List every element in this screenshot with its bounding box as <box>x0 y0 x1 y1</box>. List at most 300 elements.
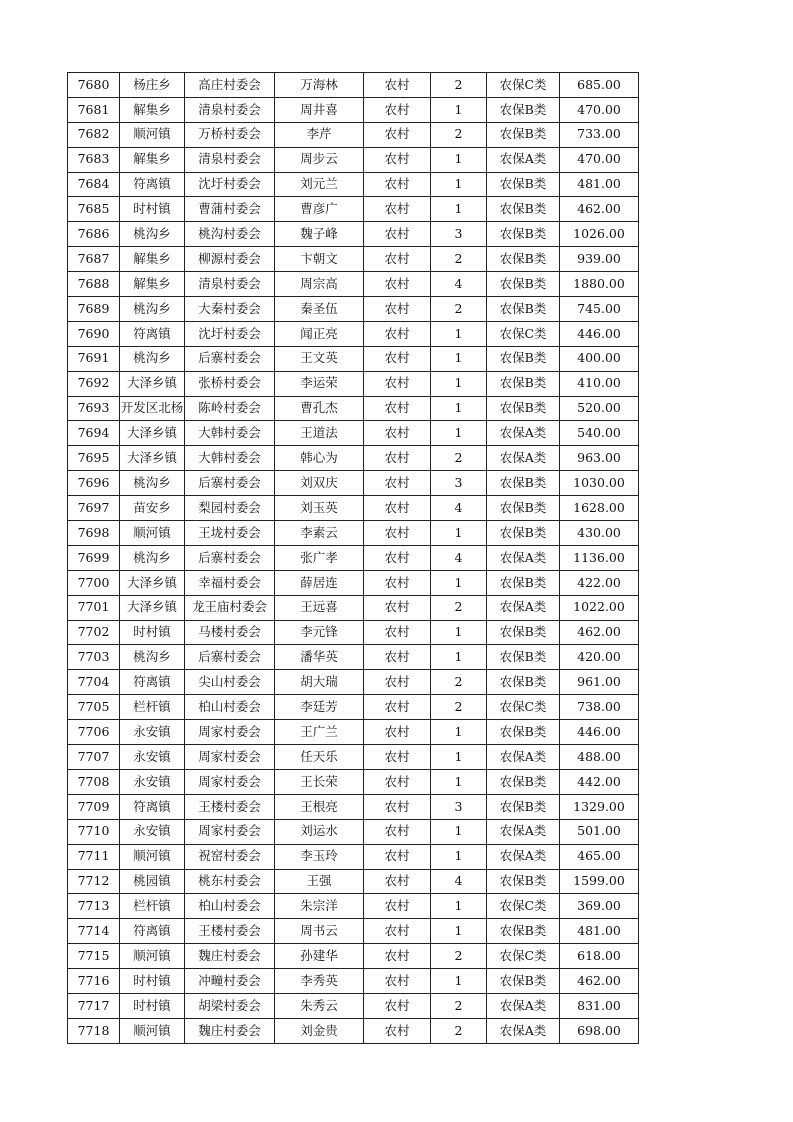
household-type-cell: 农村 <box>364 521 431 546</box>
household-type-cell: 农村 <box>364 197 431 222</box>
record-number-cell: 7681 <box>68 97 120 122</box>
township-cell: 符离镇 <box>120 321 185 346</box>
amount-cell: 1026.00 <box>560 222 639 247</box>
table-row <box>68 197 639 222</box>
name-cell: 刘元兰 <box>275 172 364 197</box>
insurance-category-cell: 农保A类 <box>487 545 560 570</box>
people-count-cell: 2 <box>431 247 487 272</box>
township-cell: 顺河镇 <box>120 944 185 969</box>
amount-cell: 430.00 <box>560 521 639 546</box>
table-row <box>68 819 639 844</box>
household-type-cell: 农村 <box>364 595 431 620</box>
people-count-cell: 1 <box>431 919 487 944</box>
people-count-cell: 1 <box>431 745 487 770</box>
people-count-cell: 2 <box>431 595 487 620</box>
township-cell: 永安镇 <box>120 720 185 745</box>
record-number-cell: 7692 <box>68 371 120 396</box>
name-cell: 李芹 <box>275 122 364 147</box>
record-number-cell: 7688 <box>68 272 120 297</box>
amount-cell: 618.00 <box>560 944 639 969</box>
village-committee-cell: 梨园村委会 <box>185 496 275 521</box>
amount-cell: 462.00 <box>560 969 639 994</box>
household-type-cell: 农村 <box>364 97 431 122</box>
record-number-cell: 7690 <box>68 321 120 346</box>
name-cell: 李玉玲 <box>275 844 364 869</box>
township-cell: 顺河镇 <box>120 521 185 546</box>
name-cell: 秦圣伍 <box>275 297 364 322</box>
village-committee-cell: 张桥村委会 <box>185 371 275 396</box>
amount-cell: 831.00 <box>560 993 639 1018</box>
township-cell: 时村镇 <box>120 197 185 222</box>
township-cell: 大泽乡镇 <box>120 595 185 620</box>
insurance-category-cell: 农保A类 <box>487 844 560 869</box>
village-committee-cell: 冲疃村委会 <box>185 969 275 994</box>
people-count-cell: 1 <box>431 645 487 670</box>
village-committee-cell: 清泉村委会 <box>185 147 275 172</box>
people-count-cell: 2 <box>431 446 487 471</box>
amount-cell: 540.00 <box>560 421 639 446</box>
village-committee-cell: 沈圩村委会 <box>185 172 275 197</box>
amount-cell: 481.00 <box>560 172 639 197</box>
name-cell: 周井喜 <box>275 97 364 122</box>
name-cell: 刘运水 <box>275 819 364 844</box>
village-committee-cell: 陈岭村委会 <box>185 396 275 421</box>
household-type-cell: 农村 <box>364 794 431 819</box>
table-row <box>68 670 639 695</box>
table-row <box>68 73 639 98</box>
township-cell: 顺河镇 <box>120 122 185 147</box>
village-committee-cell: 后寨村委会 <box>185 471 275 496</box>
table-row <box>68 620 639 645</box>
insurance-category-cell: 农保B类 <box>487 794 560 819</box>
name-cell: 李秀英 <box>275 969 364 994</box>
village-committee-cell: 大韩村委会 <box>185 421 275 446</box>
name-cell: 孙建华 <box>275 944 364 969</box>
table-row <box>68 222 639 247</box>
township-cell: 桃沟乡 <box>120 471 185 496</box>
township-cell: 解集乡 <box>120 272 185 297</box>
record-number-cell: 7686 <box>68 222 120 247</box>
table-row <box>68 1018 639 1043</box>
table-body <box>68 73 639 1044</box>
village-committee-cell: 后寨村委会 <box>185 645 275 670</box>
table-row <box>68 844 639 869</box>
amount-cell: 698.00 <box>560 1018 639 1043</box>
table-row <box>68 745 639 770</box>
people-count-cell: 4 <box>431 496 487 521</box>
amount-cell: 462.00 <box>560 620 639 645</box>
amount-cell: 481.00 <box>560 919 639 944</box>
amount-cell: 1030.00 <box>560 471 639 496</box>
table-row <box>68 471 639 496</box>
record-number-cell: 7713 <box>68 894 120 919</box>
township-cell: 杨庄乡 <box>120 73 185 98</box>
table-row <box>68 720 639 745</box>
insurance-category-cell: 农保A类 <box>487 1018 560 1043</box>
people-count-cell: 3 <box>431 222 487 247</box>
household-type-cell: 农村 <box>364 1018 431 1043</box>
village-committee-cell: 柏山村委会 <box>185 695 275 720</box>
record-number-cell: 7714 <box>68 919 120 944</box>
table-row <box>68 993 639 1018</box>
township-cell: 大泽乡镇 <box>120 371 185 396</box>
table-row <box>68 421 639 446</box>
record-number-cell: 7684 <box>68 172 120 197</box>
name-cell: 李素云 <box>275 521 364 546</box>
village-committee-cell: 桃沟村委会 <box>185 222 275 247</box>
insurance-category-cell: 农保B类 <box>487 919 560 944</box>
insurance-category-cell: 农保B类 <box>487 471 560 496</box>
record-number-cell: 7701 <box>68 595 120 620</box>
township-cell: 永安镇 <box>120 769 185 794</box>
people-count-cell: 1 <box>431 769 487 794</box>
township-cell: 符离镇 <box>120 794 185 819</box>
village-committee-cell: 清泉村委会 <box>185 97 275 122</box>
household-type-cell: 农村 <box>364 446 431 471</box>
amount-cell: 685.00 <box>560 73 639 98</box>
village-committee-cell: 周家村委会 <box>185 769 275 794</box>
name-cell: 周步云 <box>275 147 364 172</box>
record-number-cell: 7700 <box>68 570 120 595</box>
insurance-category-cell: 农保A类 <box>487 421 560 446</box>
record-number-cell: 7689 <box>68 297 120 322</box>
insurance-category-cell: 农保B类 <box>487 297 560 322</box>
household-type-cell: 农村 <box>364 73 431 98</box>
table-row <box>68 645 639 670</box>
household-type-cell: 农村 <box>364 471 431 496</box>
record-number-cell: 7699 <box>68 545 120 570</box>
household-type-cell: 农村 <box>364 819 431 844</box>
village-committee-cell: 后寨村委会 <box>185 545 275 570</box>
people-count-cell: 2 <box>431 944 487 969</box>
name-cell: 王广兰 <box>275 720 364 745</box>
people-count-cell: 4 <box>431 869 487 894</box>
table-row <box>68 172 639 197</box>
insurance-category-cell: 农保B类 <box>487 769 560 794</box>
name-cell: 刘金贵 <box>275 1018 364 1043</box>
household-type-cell: 农村 <box>364 297 431 322</box>
table-row <box>68 147 639 172</box>
record-number-cell: 7705 <box>68 695 120 720</box>
household-type-cell: 农村 <box>364 321 431 346</box>
township-cell: 时村镇 <box>120 969 185 994</box>
insurance-category-cell: 农保C类 <box>487 894 560 919</box>
township-cell: 解集乡 <box>120 247 185 272</box>
insurance-category-cell: 农保B类 <box>487 969 560 994</box>
insurance-category-cell: 农保A类 <box>487 595 560 620</box>
township-cell: 顺河镇 <box>120 1018 185 1043</box>
record-number-cell: 7687 <box>68 247 120 272</box>
insurance-category-cell: 农保C类 <box>487 321 560 346</box>
township-cell: 苗安乡 <box>120 496 185 521</box>
table-row <box>68 521 639 546</box>
village-committee-cell: 胡梁村委会 <box>185 993 275 1018</box>
village-committee-cell: 沈圩村委会 <box>185 321 275 346</box>
household-type-cell: 农村 <box>364 396 431 421</box>
township-cell: 顺河镇 <box>120 844 185 869</box>
table-row <box>68 272 639 297</box>
amount-cell: 961.00 <box>560 670 639 695</box>
township-cell: 栏杆镇 <box>120 695 185 720</box>
name-cell: 王根亮 <box>275 794 364 819</box>
township-cell: 永安镇 <box>120 819 185 844</box>
people-count-cell: 1 <box>431 844 487 869</box>
township-cell: 开发区北杨 <box>120 396 185 421</box>
insurance-category-cell: 农保B类 <box>487 620 560 645</box>
people-count-cell: 1 <box>431 620 487 645</box>
people-count-cell: 2 <box>431 73 487 98</box>
name-cell: 王强 <box>275 869 364 894</box>
name-cell: 刘玉英 <box>275 496 364 521</box>
insurance-category-cell: 农保B类 <box>487 197 560 222</box>
people-count-cell: 1 <box>431 346 487 371</box>
insurance-category-cell: 农保A类 <box>487 993 560 1018</box>
household-type-cell: 农村 <box>364 894 431 919</box>
name-cell: 薛居连 <box>275 570 364 595</box>
people-count-cell: 1 <box>431 894 487 919</box>
name-cell: 潘华英 <box>275 645 364 670</box>
household-type-cell: 农村 <box>364 993 431 1018</box>
amount-cell: 465.00 <box>560 844 639 869</box>
table-row <box>68 570 639 595</box>
household-type-cell: 农村 <box>364 620 431 645</box>
household-type-cell: 农村 <box>364 371 431 396</box>
insurance-category-cell: 农保B类 <box>487 670 560 695</box>
people-count-cell: 1 <box>431 172 487 197</box>
table-row <box>68 769 639 794</box>
household-type-cell: 农村 <box>364 272 431 297</box>
people-count-cell: 3 <box>431 794 487 819</box>
township-cell: 大泽乡镇 <box>120 446 185 471</box>
household-type-cell: 农村 <box>364 695 431 720</box>
people-count-cell: 1 <box>431 321 487 346</box>
village-committee-cell: 后寨村委会 <box>185 346 275 371</box>
household-type-cell: 农村 <box>364 147 431 172</box>
people-count-cell: 4 <box>431 545 487 570</box>
household-type-cell: 农村 <box>364 869 431 894</box>
insurance-category-cell: 农保B类 <box>487 869 560 894</box>
insurance-category-cell: 农保B类 <box>487 396 560 421</box>
household-type-cell: 农村 <box>364 769 431 794</box>
insurance-category-cell: 农保B类 <box>487 645 560 670</box>
people-count-cell: 3 <box>431 471 487 496</box>
record-number-cell: 7707 <box>68 745 120 770</box>
name-cell: 万海林 <box>275 73 364 98</box>
township-cell: 大泽乡镇 <box>120 421 185 446</box>
village-committee-cell: 王垅村委会 <box>185 521 275 546</box>
village-committee-cell: 王楼村委会 <box>185 919 275 944</box>
household-type-cell: 农村 <box>364 247 431 272</box>
amount-cell: 462.00 <box>560 197 639 222</box>
township-cell: 符离镇 <box>120 919 185 944</box>
amount-cell: 1628.00 <box>560 496 639 521</box>
township-cell: 桃园镇 <box>120 869 185 894</box>
people-count-cell: 1 <box>431 396 487 421</box>
insurance-category-cell: 农保C类 <box>487 73 560 98</box>
amount-cell: 1329.00 <box>560 794 639 819</box>
record-number-cell: 7691 <box>68 346 120 371</box>
amount-cell: 470.00 <box>560 97 639 122</box>
household-type-cell: 农村 <box>364 720 431 745</box>
amount-cell: 422.00 <box>560 570 639 595</box>
people-count-cell: 2 <box>431 1018 487 1043</box>
insurance-category-cell: 农保A类 <box>487 446 560 471</box>
name-cell: 魏子峰 <box>275 222 364 247</box>
village-committee-cell: 幸福村委会 <box>185 570 275 595</box>
record-number-cell: 7680 <box>68 73 120 98</box>
record-number-cell: 7702 <box>68 620 120 645</box>
household-type-cell: 农村 <box>364 944 431 969</box>
name-cell: 曹孔杰 <box>275 396 364 421</box>
insurance-category-cell: 农保A类 <box>487 819 560 844</box>
name-cell: 王远喜 <box>275 595 364 620</box>
name-cell: 闻正亮 <box>275 321 364 346</box>
insurance-category-cell: 农保B类 <box>487 97 560 122</box>
allowance-roster-table <box>67 72 639 1044</box>
record-number-cell: 7716 <box>68 969 120 994</box>
name-cell: 卞朝文 <box>275 247 364 272</box>
name-cell: 朱宗洋 <box>275 894 364 919</box>
name-cell: 周书云 <box>275 919 364 944</box>
village-committee-cell: 周家村委会 <box>185 745 275 770</box>
record-number-cell: 7711 <box>68 844 120 869</box>
village-committee-cell: 王楼村委会 <box>185 794 275 819</box>
insurance-category-cell: 农保B类 <box>487 346 560 371</box>
amount-cell: 733.00 <box>560 122 639 147</box>
insurance-category-cell: 农保B类 <box>487 247 560 272</box>
people-count-cell: 2 <box>431 122 487 147</box>
village-committee-cell: 周家村委会 <box>185 819 275 844</box>
household-type-cell: 农村 <box>364 645 431 670</box>
township-cell: 时村镇 <box>120 993 185 1018</box>
record-number-cell: 7706 <box>68 720 120 745</box>
record-number-cell: 7696 <box>68 471 120 496</box>
table-row <box>68 247 639 272</box>
people-count-cell: 1 <box>431 969 487 994</box>
table-row <box>68 794 639 819</box>
table-row <box>68 396 639 421</box>
name-cell: 刘双庆 <box>275 471 364 496</box>
insurance-category-cell: 农保B类 <box>487 371 560 396</box>
village-committee-cell: 周家村委会 <box>185 720 275 745</box>
village-committee-cell: 祝窑村委会 <box>185 844 275 869</box>
household-type-cell: 农村 <box>364 222 431 247</box>
table-row <box>68 446 639 471</box>
amount-cell: 501.00 <box>560 819 639 844</box>
table-row <box>68 894 639 919</box>
amount-cell: 520.00 <box>560 396 639 421</box>
household-type-cell: 农村 <box>364 570 431 595</box>
amount-cell: 745.00 <box>560 297 639 322</box>
name-cell: 韩心为 <box>275 446 364 471</box>
amount-cell: 939.00 <box>560 247 639 272</box>
record-number-cell: 7712 <box>68 869 120 894</box>
record-number-cell: 7715 <box>68 944 120 969</box>
record-number-cell: 7695 <box>68 446 120 471</box>
name-cell: 王道法 <box>275 421 364 446</box>
people-count-cell: 2 <box>431 297 487 322</box>
people-count-cell: 1 <box>431 97 487 122</box>
table-row <box>68 869 639 894</box>
amount-cell: 369.00 <box>560 894 639 919</box>
people-count-cell: 1 <box>431 521 487 546</box>
record-number-cell: 7708 <box>68 769 120 794</box>
table-row <box>68 346 639 371</box>
amount-cell: 446.00 <box>560 720 639 745</box>
household-type-cell: 农村 <box>364 346 431 371</box>
household-type-cell: 农村 <box>364 496 431 521</box>
village-committee-cell: 魏庄村委会 <box>185 944 275 969</box>
name-cell: 李运荣 <box>275 371 364 396</box>
insurance-category-cell: 农保B类 <box>487 122 560 147</box>
insurance-category-cell: 农保B类 <box>487 720 560 745</box>
amount-cell: 738.00 <box>560 695 639 720</box>
insurance-category-cell: 农保C类 <box>487 695 560 720</box>
name-cell: 王文英 <box>275 346 364 371</box>
township-cell: 永安镇 <box>120 745 185 770</box>
people-count-cell: 1 <box>431 197 487 222</box>
household-type-cell: 农村 <box>364 844 431 869</box>
household-type-cell: 农村 <box>364 172 431 197</box>
amount-cell: 1599.00 <box>560 869 639 894</box>
township-cell: 桃沟乡 <box>120 222 185 247</box>
table-row <box>68 944 639 969</box>
village-committee-cell: 尖山村委会 <box>185 670 275 695</box>
township-cell: 桃沟乡 <box>120 645 185 670</box>
township-cell: 栏杆镇 <box>120 894 185 919</box>
township-cell: 时村镇 <box>120 620 185 645</box>
insurance-category-cell: 农保B类 <box>487 496 560 521</box>
people-count-cell: 2 <box>431 695 487 720</box>
people-count-cell: 1 <box>431 421 487 446</box>
name-cell: 李廷芳 <box>275 695 364 720</box>
record-number-cell: 7693 <box>68 396 120 421</box>
table-row <box>68 97 639 122</box>
name-cell: 朱秀云 <box>275 993 364 1018</box>
village-committee-cell: 高庄村委会 <box>185 73 275 98</box>
name-cell: 曹彦广 <box>275 197 364 222</box>
record-number-cell: 7704 <box>68 670 120 695</box>
amount-cell: 442.00 <box>560 769 639 794</box>
village-committee-cell: 魏庄村委会 <box>185 1018 275 1043</box>
table-row <box>68 297 639 322</box>
table-row <box>68 695 639 720</box>
people-count-cell: 1 <box>431 147 487 172</box>
record-number-cell: 7683 <box>68 147 120 172</box>
record-number-cell: 7698 <box>68 521 120 546</box>
record-number-cell: 7685 <box>68 197 120 222</box>
insurance-category-cell: 农保A类 <box>487 745 560 770</box>
village-committee-cell: 桃东村委会 <box>185 869 275 894</box>
insurance-category-cell: 农保B类 <box>487 570 560 595</box>
insurance-category-cell: 农保B类 <box>487 272 560 297</box>
table-row <box>68 321 639 346</box>
amount-cell: 410.00 <box>560 371 639 396</box>
record-number-cell: 7694 <box>68 421 120 446</box>
village-committee-cell: 柏山村委会 <box>185 894 275 919</box>
township-cell: 符离镇 <box>120 172 185 197</box>
amount-cell: 470.00 <box>560 147 639 172</box>
name-cell: 张广孝 <box>275 545 364 570</box>
amount-cell: 420.00 <box>560 645 639 670</box>
table-row <box>68 496 639 521</box>
township-cell: 符离镇 <box>120 670 185 695</box>
record-number-cell: 7710 <box>68 819 120 844</box>
people-count-cell: 1 <box>431 371 487 396</box>
village-committee-cell: 柳源村委会 <box>185 247 275 272</box>
township-cell: 桃沟乡 <box>120 346 185 371</box>
amount-cell: 1022.00 <box>560 595 639 620</box>
